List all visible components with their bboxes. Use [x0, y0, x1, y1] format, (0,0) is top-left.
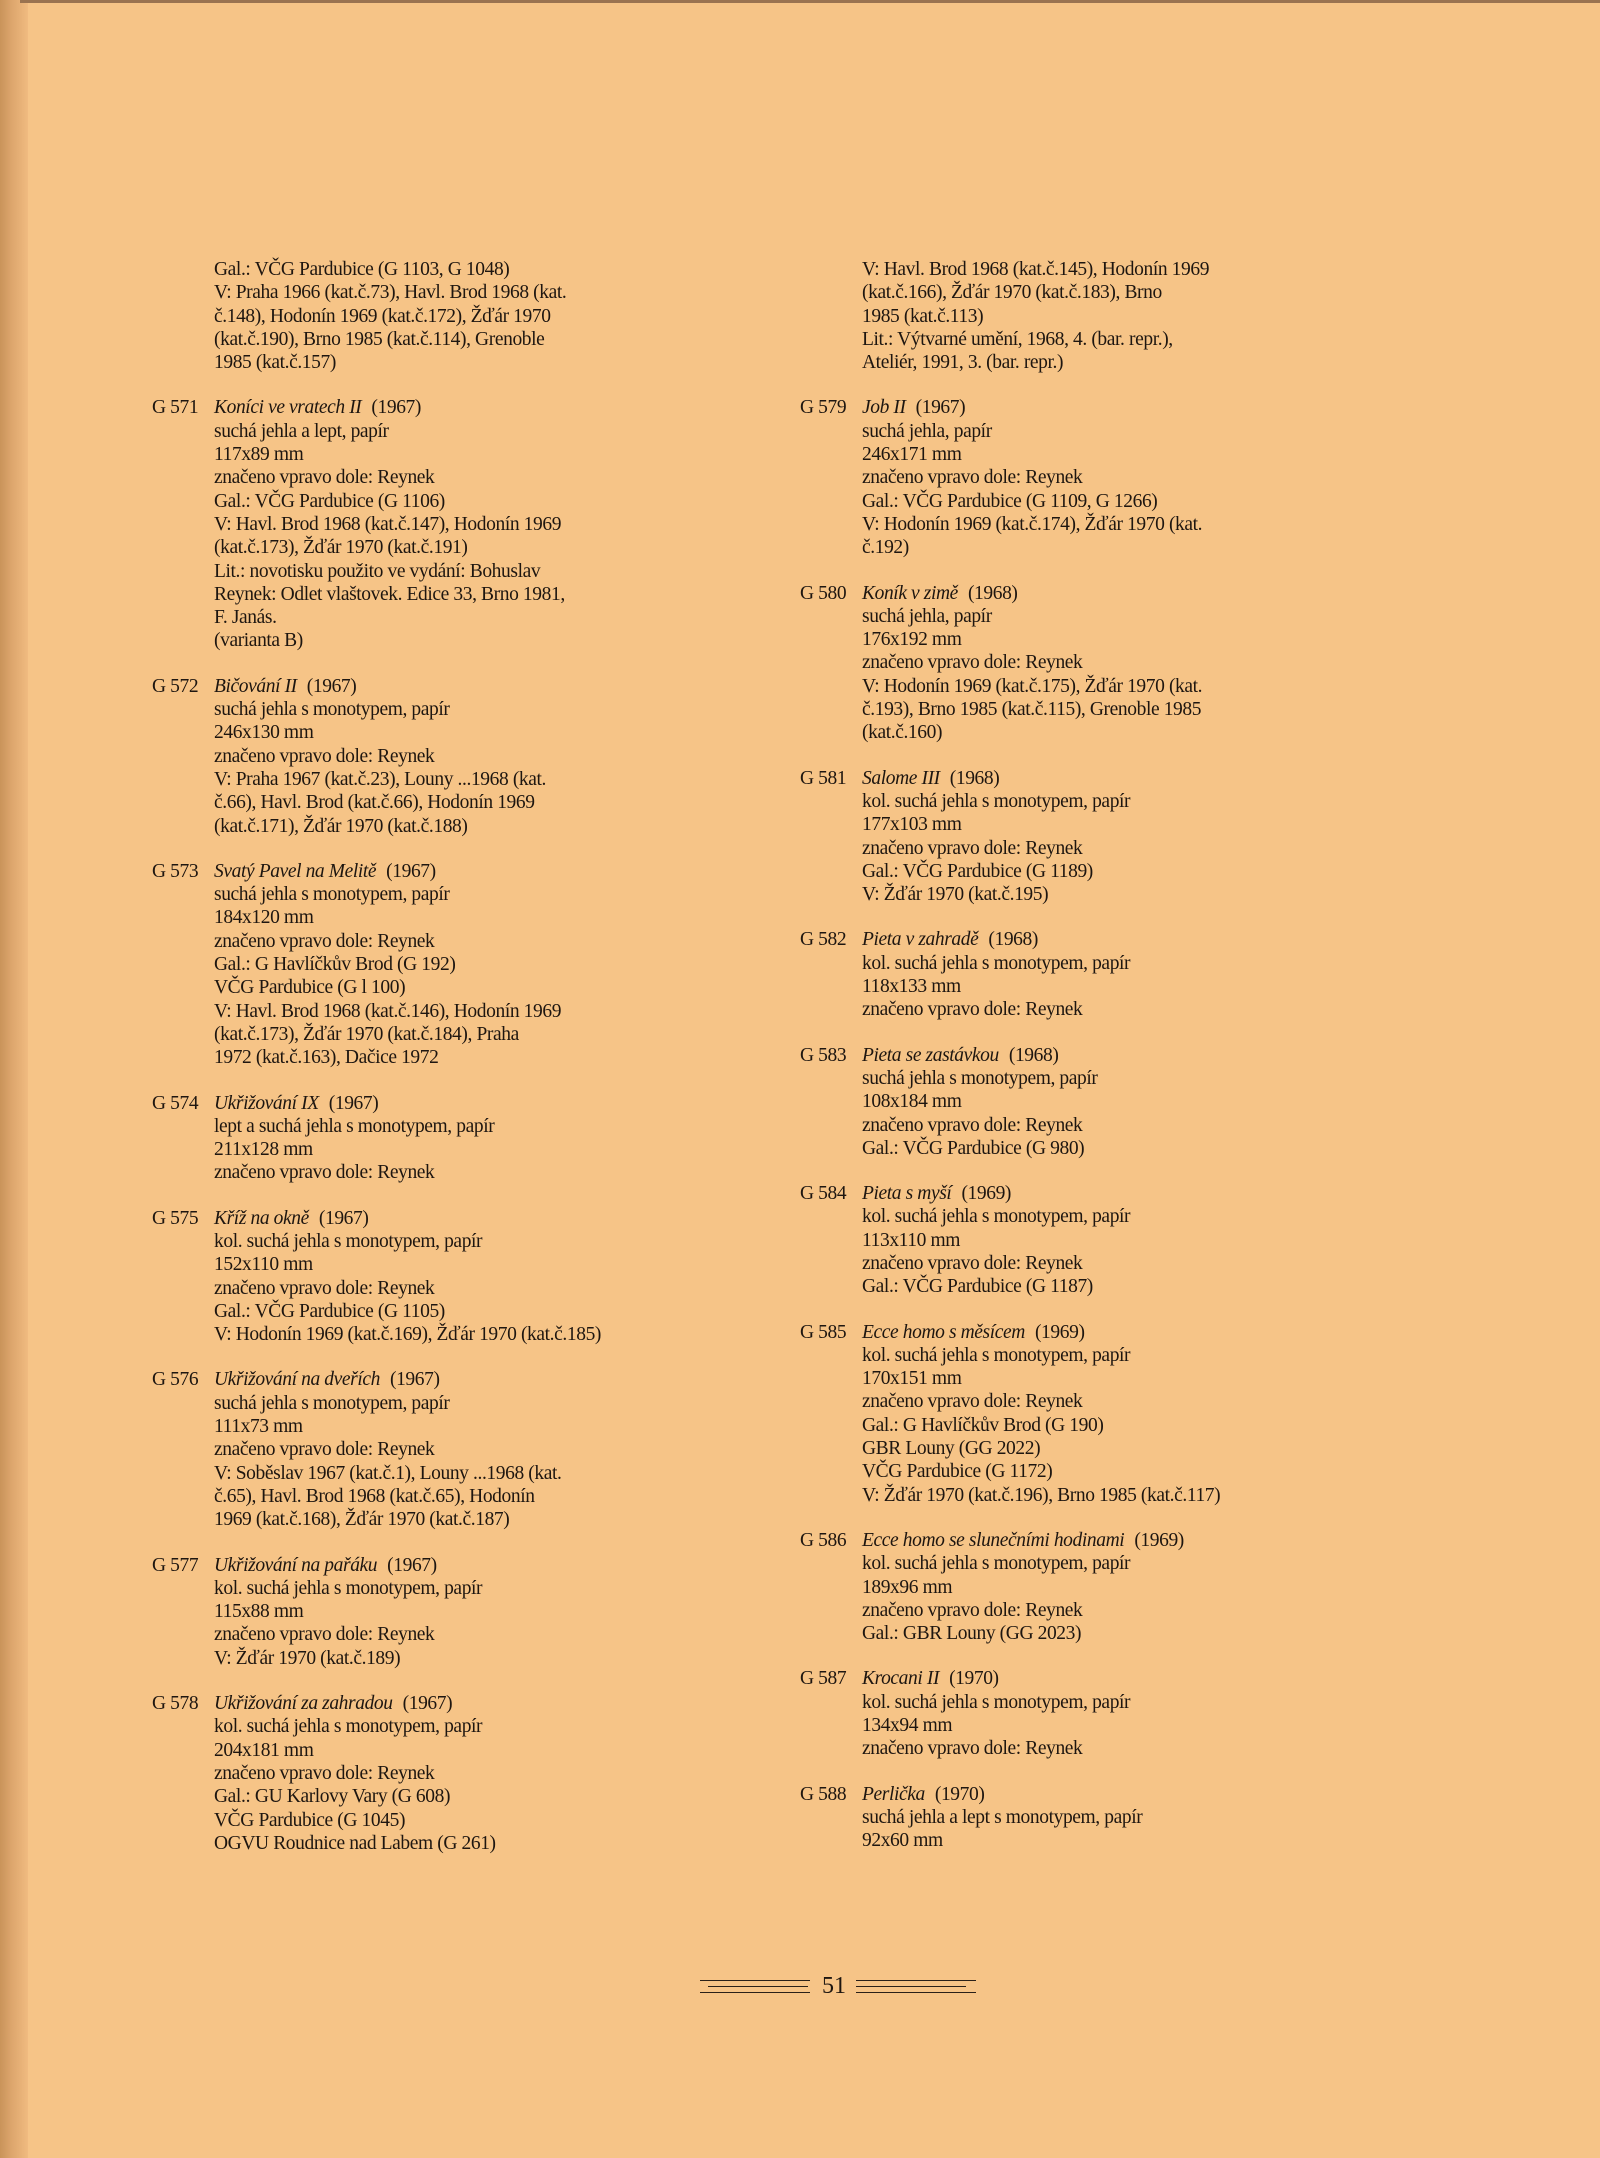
- entry-detail-line: kol. suchá jehla s monotypem, papír: [862, 1344, 1131, 1366]
- entry-title: Ukřižování na pařáku: [214, 1554, 378, 1576]
- entry-detail-line: č.192): [862, 537, 909, 559]
- entry-number: G 586: [800, 1529, 847, 1551]
- catalog-entry: [152, 396, 774, 652]
- entry-detail-line: 92x60 mm: [862, 1830, 943, 1852]
- entry-title: Ukřižování na dveřích: [214, 1369, 380, 1391]
- entry-detail-line: Gal.: VČG Pardubice (G 1103, G 1048): [214, 259, 510, 280]
- entry-detail-line: suchá jehla s monotypem, papír: [862, 1067, 1098, 1089]
- entry-detail-line: V: Havl. Brod 1968 (kat.č.147), Hodonín 1969: [214, 513, 562, 535]
- catalog-entry: [800, 1321, 1422, 1507]
- entry-detail-line: (kat.č.173), Žďár 1970 (kat.č.184), Praha: [214, 1023, 519, 1045]
- entry-detail-line: značeno vpravo dole: Reynek: [214, 1162, 435, 1184]
- catalog-entry: [152, 1092, 774, 1185]
- entry-detail-line: V: Hodonín 1969 (kat.č.175), Žďár 1970 (kat.: [862, 675, 1203, 697]
- page-footer: [700, 1968, 980, 2008]
- entry-title: Ukřižování IX: [214, 1092, 319, 1114]
- entry-number: G 588: [800, 1783, 847, 1805]
- catalog-entry: [800, 1044, 1422, 1160]
- entry-detail-line: V: Havl. Brod 1968 (kat.č.146), Hodonín 1969: [214, 1000, 562, 1022]
- catalog-entry: [152, 1207, 774, 1347]
- entry-detail-line: 184x120 mm: [214, 907, 314, 929]
- footer-rule-right: [856, 1992, 976, 1993]
- entry-detail-line: VČG Pardubice (G l 100): [214, 977, 406, 999]
- entry-heading: [152, 860, 774, 883]
- entry-detail-line: GBR Louny (GG 2022): [862, 1438, 1041, 1460]
- entry-heading: [800, 1783, 1422, 1806]
- entry-title: Bičování II: [214, 675, 297, 697]
- entry-detail-line: 152x110 mm: [214, 1254, 313, 1276]
- entry-detail-line: 115x88 mm: [214, 1601, 304, 1623]
- entry-detail-line: značeno vpravo dole: Reynek: [862, 1391, 1083, 1413]
- entry-detail-line: Gal.: VČG Pardubice (G 1187): [862, 1276, 1093, 1298]
- entry-number: G 579: [800, 397, 847, 419]
- entry-heading: [800, 1321, 1422, 1344]
- entry-year: (1967): [387, 1554, 437, 1576]
- entry-year: (1968): [988, 929, 1038, 951]
- entry-heading: [800, 1044, 1422, 1067]
- entry-heading: [152, 1092, 774, 1115]
- entry-heading: [152, 1554, 774, 1577]
- entry-number: G 575: [152, 1207, 199, 1229]
- entry-title: Salome III: [862, 767, 940, 789]
- entry-detail-line: značeno vpravo dole: Reynek: [862, 467, 1083, 489]
- entry-number: G 571: [152, 397, 199, 419]
- entry-detail-line: 1985 (kat.č.113): [862, 305, 984, 327]
- catalog-entry: [152, 1368, 774, 1531]
- entry-heading: [800, 1667, 1422, 1690]
- entry-year: (1967): [915, 397, 966, 419]
- entry-detail-line: 177x103 mm: [862, 814, 962, 836]
- entry-title: Svatý Pavel na Melitě: [214, 860, 377, 882]
- entry-detail-line: 1972 (kat.č.163), Dačice 1972: [214, 1047, 439, 1069]
- catalog-entry: [800, 582, 1422, 745]
- entry-number: G 584: [800, 1183, 847, 1205]
- entry-detail-line: kol. suchá jehla s monotypem, papír: [862, 952, 1131, 974]
- entry-detail-line: Gal.: GU Karlovy Vary (G 608): [214, 1786, 451, 1808]
- entry-detail-line: (kat.č.171), Žďár 1970 (kat.č.188): [214, 815, 468, 837]
- entry-detail-line: Gal.: VČG Pardubice (G 980): [862, 1137, 1085, 1159]
- entry-detail-line: V: Praha 1966 (kat.č.73), Havl. Brod 1968 (kat.: [214, 282, 567, 304]
- entry-detail-line: 134x94 mm: [862, 1715, 953, 1737]
- entry-heading: [800, 396, 1422, 419]
- entry-number: G 578: [152, 1693, 199, 1715]
- entry-detail-line: 113x110 mm: [862, 1229, 961, 1251]
- entry-detail-line: V: Soběslav 1967 (kat.č.1), Louny ...1968 (kat.: [214, 1462, 562, 1484]
- entry-year: (1969): [1034, 1321, 1085, 1343]
- entry-detail-line: Lit.: novotisku použito ve vydání: Bohuslav: [214, 560, 541, 582]
- catalog-entry: [800, 1667, 1422, 1760]
- entry-title: Ecce homo s měsícem: [862, 1321, 1025, 1343]
- entry-title: Ukřižování za zahradou: [214, 1693, 393, 1715]
- entry-detail-line: 1969 (kat.č.168), Žďár 1970 (kat.č.187): [214, 1509, 510, 1531]
- entry-number: G 580: [800, 582, 847, 604]
- entry-detail-line: V: Žďár 1970 (kat.č.196), Brno 1985 (kat.č.117): [862, 1484, 1221, 1506]
- entry-detail-line: značeno vpravo dole: Reynek: [862, 837, 1083, 859]
- entry-detail-line: 108x184 mm: [862, 1091, 962, 1113]
- entry-number: G 573: [152, 860, 199, 882]
- entry-year: (1967): [328, 1092, 379, 1114]
- entry-title: Kříž na okně: [214, 1207, 309, 1229]
- entry-detail-line: značeno vpravo dole: Reynek: [862, 1599, 1083, 1621]
- entry-detail-line: 111x73 mm: [214, 1416, 303, 1438]
- entry-year: (1968): [949, 767, 1000, 789]
- catalog-entry: [214, 258, 774, 374]
- entry-heading: [800, 1529, 1422, 1552]
- entry-detail-line: (kat.č.160): [862, 722, 943, 744]
- entry-detail-line: OGVU Roudnice nad Labem (G 261): [214, 1832, 496, 1854]
- entry-detail-line: Lit.: Výtvarné umění, 1968, 4. (bar. repr.),: [862, 328, 1173, 350]
- catalog-entry: [152, 860, 774, 1070]
- entry-detail-line: Gal.: VČG Pardubice (G 1105): [214, 1300, 445, 1322]
- entry-heading: [800, 928, 1422, 951]
- entry-heading: [152, 1692, 774, 1715]
- entry-title: Koníci ve vratech II: [214, 397, 362, 419]
- entry-number: G 577: [152, 1554, 199, 1576]
- catalog-entry: [862, 258, 1422, 374]
- entry-number: G 574: [152, 1092, 199, 1114]
- entry-detail-line: 1985 (kat.č.157): [214, 352, 336, 374]
- entry-detail-line: kol. suchá jehla s monotypem, papír: [862, 1691, 1131, 1713]
- entry-year: (1967): [306, 675, 357, 697]
- footer-rule-right: [856, 1980, 976, 1981]
- entry-year: (1967): [318, 1207, 369, 1229]
- entry-detail-line: Gal.: VČG Pardubice (G 1189): [862, 860, 1093, 882]
- entry-title: Perlička: [862, 1783, 925, 1805]
- entry-detail-line: 204x181 mm: [214, 1739, 314, 1761]
- page-binding-shadow: [0, 0, 28, 2158]
- entry-detail-line: suchá jehla a lept, papír: [214, 420, 389, 442]
- entry-title: Pieta s myší: [862, 1183, 952, 1205]
- page-number: 51: [822, 1973, 846, 1999]
- entry-title: Ecce homo se slunečními hodinami: [862, 1529, 1125, 1551]
- entry-year: (1967): [371, 397, 421, 419]
- entry-detail-line: VČG Pardubice (G 1045): [214, 1809, 406, 1831]
- entry-detail-line: značeno vpravo dole: Reynek: [214, 1762, 435, 1784]
- entry-year: (1967): [389, 1369, 440, 1391]
- entry-detail-line: značeno vpravo dole: Reynek: [214, 467, 435, 489]
- catalog-entry: [800, 1182, 1422, 1298]
- right-column: [800, 258, 1422, 1875]
- entry-detail-line: 246x171 mm: [862, 444, 962, 466]
- entry-detail-line: 189x96 mm: [862, 1576, 953, 1598]
- entry-detail-line: (kat.č.173), Žďár 1970 (kat.č.191): [214, 537, 468, 559]
- entry-detail-line: kol. suchá jehla s monotypem, papír: [214, 1230, 483, 1252]
- entry-detail-line: značeno vpravo dole: Reynek: [214, 745, 435, 767]
- entry-detail-line: značeno vpravo dole: Reynek: [214, 1277, 435, 1299]
- entry-detail-line: (kat.č.166), Žďár 1970 (kat.č.183), Brno: [862, 282, 1162, 304]
- entry-detail-line: Gal.: G Havlíčkův Brod (G 192): [214, 954, 456, 976]
- entry-year: (1970): [949, 1668, 999, 1690]
- entry-detail-line: č.66), Havl. Brod (kat.č.66), Hodonín 1969: [214, 792, 535, 814]
- entry-heading: [800, 1182, 1422, 1205]
- entry-detail-line: kol. suchá jehla s monotypem, papír: [862, 790, 1131, 812]
- entry-number: G 581: [800, 767, 847, 789]
- entry-detail-line: 170x151 mm: [862, 1368, 962, 1390]
- entry-detail-line: 246x130 mm: [214, 722, 314, 744]
- entry-detail-line: suchá jehla, papír: [862, 420, 992, 442]
- footer-rule-left: [708, 1986, 808, 1987]
- entry-detail-line: V: Praha 1967 (kat.č.23), Louny ...1968 (kat.: [214, 768, 547, 790]
- entry-detail-line: Gal.: G Havlíčkův Brod (G 190): [862, 1414, 1104, 1436]
- entry-number: G 587: [800, 1668, 847, 1690]
- entry-year: (1970): [934, 1783, 985, 1805]
- entry-detail-line: značeno vpravo dole: Reynek: [214, 1439, 435, 1461]
- entry-detail-line: suchá jehla, papír: [862, 605, 992, 627]
- entry-year: (1969): [1134, 1529, 1184, 1551]
- catalog-entry: [800, 767, 1422, 907]
- entry-detail-line: suchá jehla s monotypem, papír: [214, 1392, 450, 1414]
- entry-detail-line: suchá jehla s monotypem, papír: [214, 699, 450, 721]
- catalog-entry: [152, 1692, 774, 1855]
- entry-detail-line: VČG Pardubice (G 1172): [862, 1461, 1053, 1483]
- page-top-edge: [20, 0, 1600, 3]
- entry-detail-line: kol. suchá jehla s monotypem, papír: [862, 1553, 1131, 1575]
- entry-detail-line: V: Žďár 1970 (kat.č.189): [214, 1647, 401, 1669]
- entry-number: G 583: [800, 1044, 847, 1066]
- entry-number: G 576: [152, 1369, 199, 1391]
- entry-heading: [152, 1207, 774, 1230]
- entry-detail-line: lept a suchá jehla s monotypem, papír: [214, 1115, 495, 1137]
- entry-detail-line: 118x133 mm: [862, 976, 961, 998]
- entry-title: Pieta se zastávkou: [862, 1044, 999, 1066]
- entry-detail-line: V: Žďár 1970 (kat.č.195): [862, 884, 1049, 906]
- entry-number: G 582: [800, 929, 847, 951]
- entry-title: Pieta v zahradě: [862, 929, 979, 951]
- entry-detail-line: 117x89 mm: [214, 444, 304, 466]
- entry-title: Koník v zimě: [862, 582, 958, 604]
- entry-detail-line: Gal.: VČG Pardubice (G 1109, G 1266): [862, 490, 1158, 512]
- catalog-entry: [152, 675, 774, 838]
- entry-detail-line: značeno vpravo dole: Reynek: [862, 1252, 1083, 1274]
- entry-detail-line: kol. suchá jehla s monotypem, papír: [214, 1577, 483, 1599]
- entry-detail-line: 176x192 mm: [862, 629, 962, 651]
- entry-heading: [152, 1368, 774, 1391]
- catalog-entry: [800, 1529, 1422, 1645]
- entry-detail-line: suchá jehla s monotypem, papír: [214, 884, 450, 906]
- entry-year: (1967): [402, 1693, 453, 1715]
- entry-detail-line: značeno vpravo dole: Reynek: [862, 1114, 1083, 1136]
- entry-detail-line: (varianta B): [214, 630, 303, 652]
- entry-detail-line: Gal.: GBR Louny (GG 2023): [862, 1623, 1082, 1645]
- entry-year: (1969): [961, 1183, 1012, 1205]
- entry-detail-line: Ateliér, 1991, 3. (bar. repr.): [862, 352, 1064, 374]
- entry-detail-line: kol. suchá jehla s monotypem, papír: [862, 1206, 1131, 1228]
- entry-year: (1968): [1008, 1044, 1059, 1066]
- entry-detail-line: kol. suchá jehla s monotypem, papír: [214, 1716, 483, 1738]
- left-column: [152, 258, 774, 1877]
- entry-title: Krocani II: [862, 1668, 940, 1690]
- catalog-entry: [800, 928, 1422, 1021]
- catalog-entry: [152, 1554, 774, 1670]
- entry-detail-line: V: Hodonín 1969 (kat.č.169), Žďár 1970 (kat.č.185): [214, 1324, 602, 1346]
- entry-number: G 585: [800, 1321, 847, 1343]
- entry-heading: [152, 675, 774, 698]
- catalog-entry: [800, 396, 1422, 559]
- entry-heading: [152, 396, 774, 419]
- entry-detail-line: č.193), Brno 1985 (kat.č.115), Grenoble 1985: [862, 699, 1202, 721]
- footer-rule-left: [700, 1992, 810, 1993]
- footer-rule-left: [700, 1980, 810, 1981]
- entry-title: Job II: [862, 397, 906, 419]
- entry-detail-line: V: Hodonín 1969 (kat.č.174), Žďár 1970 (kat.: [862, 513, 1203, 535]
- entry-detail-line: Gal.: VČG Pardubice (G 1106): [214, 490, 445, 512]
- entry-detail-line: (kat.č.190), Brno 1985 (kat.č.114), Grenoble: [214, 328, 545, 350]
- entry-detail-line: č.148), Hodonín 1969 (kat.č.172), Žďár 1970: [214, 305, 551, 327]
- entry-heading: [800, 582, 1422, 605]
- entry-detail-line: značeno vpravo dole: Reynek: [214, 1624, 435, 1646]
- entry-year: (1968): [967, 582, 1018, 604]
- entry-detail-line: 211x128 mm: [214, 1139, 313, 1161]
- entry-detail-line: Reynek: Odlet vlaštovek. Edice 33, Brno 1981,: [214, 583, 565, 605]
- entry-detail-line: V: Havl. Brod 1968 (kat.č.145), Hodonín 1969: [862, 259, 1210, 280]
- footer-rule-right: [856, 1986, 966, 1987]
- entry-detail-line: značeno vpravo dole: Reynek: [214, 930, 435, 952]
- entry-detail-line: suchá jehla a lept s monotypem, papír: [862, 1806, 1143, 1828]
- entry-detail-line: č.65), Havl. Brod 1968 (kat.č.65), Hodonín: [214, 1485, 535, 1507]
- entry-detail-line: F. Janás.: [214, 607, 277, 629]
- entry-detail-line: značeno vpravo dole: Reynek: [862, 1738, 1083, 1760]
- entry-year: (1967): [386, 860, 436, 882]
- entry-detail-line: značeno vpravo dole: Reynek: [862, 999, 1083, 1021]
- entry-heading: [800, 767, 1422, 790]
- catalog-entry: [800, 1783, 1422, 1853]
- entry-number: G 572: [152, 675, 199, 697]
- entry-detail-line: značeno vpravo dole: Reynek: [862, 652, 1083, 674]
